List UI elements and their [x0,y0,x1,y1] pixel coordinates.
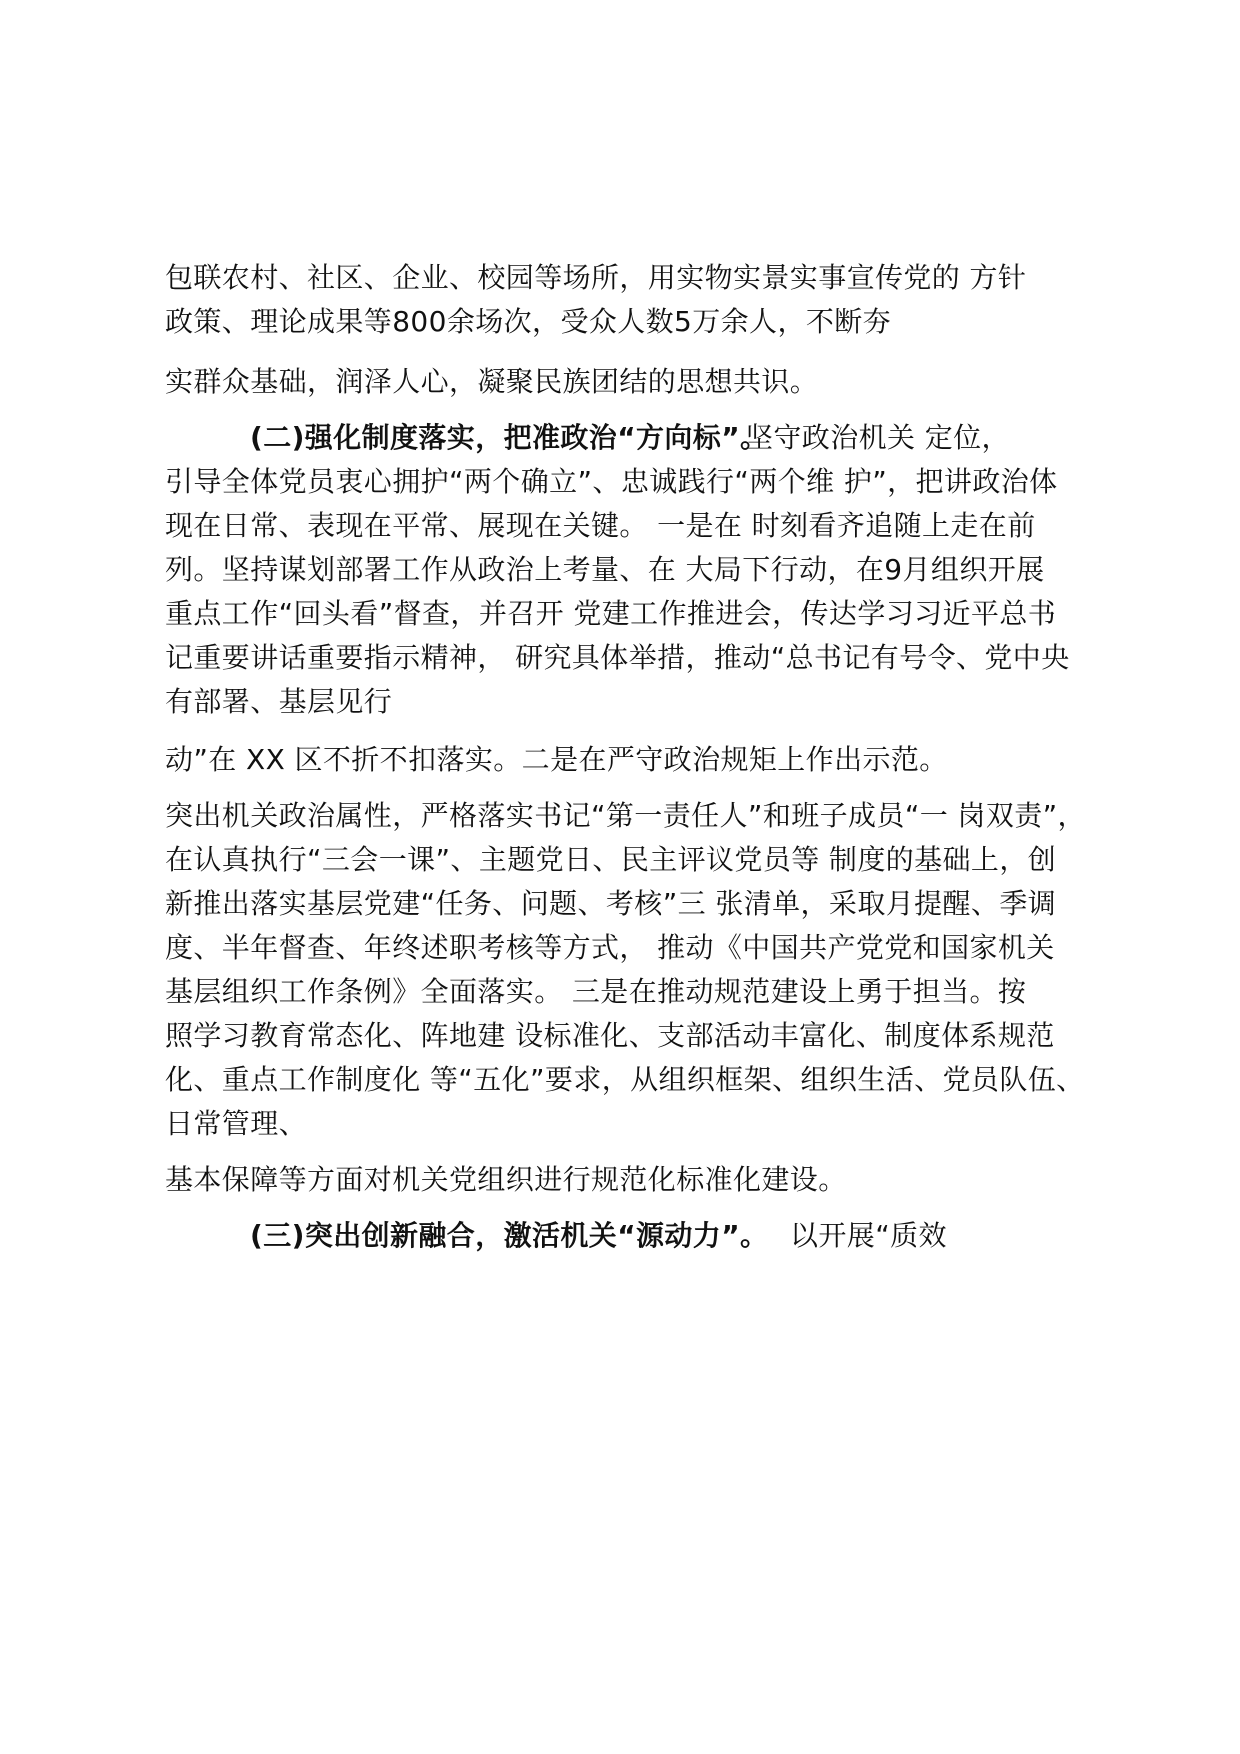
section-heading-2: (二)强化制度落实，把准政治“方向标”。 [250,421,769,454]
body-text-line: 在认真执行“三会一课”、主题党日、民主评议党员等 制度的基础上，创 [165,843,1057,876]
body-text-line: 实群众基础，润泽人心，凝聚民族团结的思想共识。 [165,365,819,398]
body-text-line: 引导全体党员衷心拥护“两个确立”、忠诚践行“两个维 护”，把讲政治体 [165,465,1058,498]
body-text-line: 基层组织工作条例》全面落实。 三是在推动规范建设上勇于担当。按 [165,975,1027,1008]
body-text-line: 有部署、基层见行 [165,685,393,718]
body-text-line: 度、半年督查、年终述职考核等方式， 推动《中国共产党党和国家机关 [165,931,1055,964]
body-text-line: 坚守政治机关 定位， [745,421,1010,454]
body-text-line: 现在日常、表现在平常、展现在关键。 一是在 时刻看齐追随上走在前 [165,509,1036,542]
body-text-line: 包联农村、社区、企业、校园等场所，用实物实景实事宣传党的 方针 [165,261,1027,294]
body-text-line: 政策、理论成果等800余场次，受众人数5万余人，不断夯 [165,305,892,338]
body-text-line: 列。坚持谋划部署工作从政治上考量、在 大局下行动，在9月组织开展 [165,553,1045,586]
body-text-line: 化、重点工作制度化 等“五化”要求，从组织框架、组织生活、党员队伍、 [165,1063,1085,1096]
section-heading-3: (三)突出创新融合，激活机关“源动力”。 [250,1219,769,1252]
body-text-line: 动”在 XX 区不折不扣落实。二是在严守政治规矩上作出示范。 [165,743,948,776]
body-text-line: 照学习教育常态化、阵地建 设标准化、支部活动丰富化、制度体系规范 [165,1019,1055,1052]
body-text-line: 日常管理、 [165,1107,308,1140]
body-text-line: 以开展“质效 [790,1219,947,1252]
body-text-line: 重点工作“回头看”督查，并召开 党建工作推进会，传达学习习近平总书 [165,597,1057,630]
body-text-line: 突出机关政治属性，严格落实书记“第一责任人”和班子成员“一 岗双责”， [165,799,1086,832]
body-text-line: 记重要讲话重要指示精神， 研究具体举措，推动“总书记有号令、党中央 [165,641,1070,674]
body-text-line: 基本保障等方面对机关党组织进行规范化标准化建设。 [165,1163,847,1196]
body-text-line: 新推出落实基层党建“任务、问题、考核”三 张清单，采取月提醒、季调 [165,887,1057,920]
